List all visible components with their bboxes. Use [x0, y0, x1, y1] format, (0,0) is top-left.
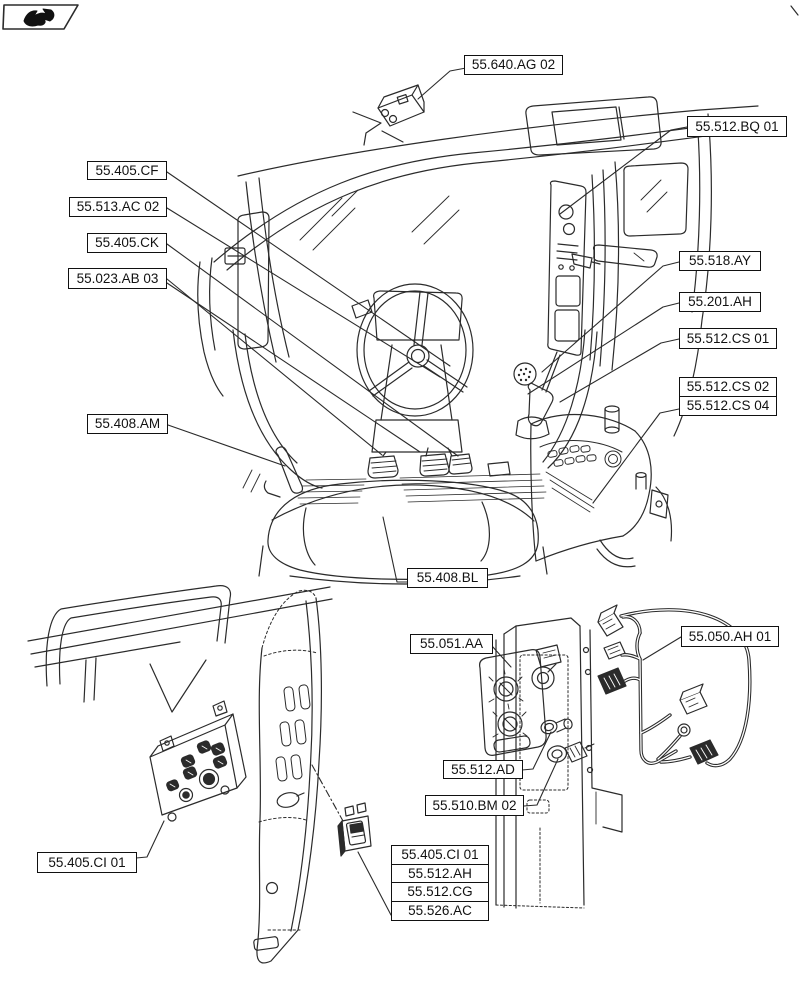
callout-55-640-ag-02[interactable]: 55.640.AG 02	[464, 55, 563, 75]
callout-55-405-ci-01-row[interactable]: 55.405.CI 01	[391, 845, 489, 865]
callout-55-051-aa[interactable]: 55.051.AA	[410, 634, 493, 654]
callout-55-408-bl[interactable]: 55.408.BL	[407, 568, 488, 588]
corner-tick	[791, 6, 798, 15]
callout-55-405-ci-01[interactable]: 55.405.CI 01	[37, 852, 137, 873]
roof-module	[353, 85, 424, 145]
cab-structure	[198, 97, 758, 436]
callout-55-512-cs-01[interactable]: 55.512.CS 01	[679, 328, 777, 349]
callout-55-512-bq-01[interactable]: 55.512.BQ 01	[687, 116, 787, 137]
keypad-control-panel	[150, 701, 246, 821]
brand-logo-icon	[3, 5, 78, 29]
callout-55-513-ac-02[interactable]: 55.513.AC 02	[69, 197, 167, 217]
steering-and-controls	[233, 284, 671, 584]
callout-group-rocker-switch	[391, 845, 489, 921]
callout-55-050-ah-01[interactable]: 55.050.AH 01	[681, 626, 779, 647]
callout-55-518-ay[interactable]: 55.518.AY	[679, 251, 761, 271]
callout-55-408-am[interactable]: 55.408.AM	[87, 414, 168, 434]
callout-55-405-cf[interactable]: 55.405.CF	[87, 161, 167, 180]
callout-55-023-ab-03[interactable]: 55.023.AB 03	[68, 268, 167, 289]
callout-55-526-ac[interactable]: 55.526.AC	[391, 901, 489, 921]
callout-55-512-cg[interactable]: 55.512.CG	[391, 882, 489, 902]
pillar-trim	[253, 590, 321, 963]
callout-55-512-cs-04[interactable]: 55.512.CS 04	[679, 396, 777, 416]
door-window-sketch	[28, 586, 332, 712]
callout-55-512-cs-02[interactable]: 55.512.CS 02	[679, 377, 777, 397]
callout-55-512-ad[interactable]: 55.512.AD	[443, 760, 523, 779]
power-sockets	[540, 718, 594, 764]
callout-55-201-ah[interactable]: 55.201.AH	[679, 292, 761, 312]
callout-55-405-ck[interactable]: 55.405.CK	[87, 233, 167, 253]
callout-55-510-bm-02[interactable]: 55.510.BM 02	[425, 795, 524, 816]
callout-55-512-ah[interactable]: 55.512.AH	[391, 864, 489, 884]
callout-group-cs02-cs04	[679, 377, 777, 416]
rocker-switch	[338, 803, 371, 856]
